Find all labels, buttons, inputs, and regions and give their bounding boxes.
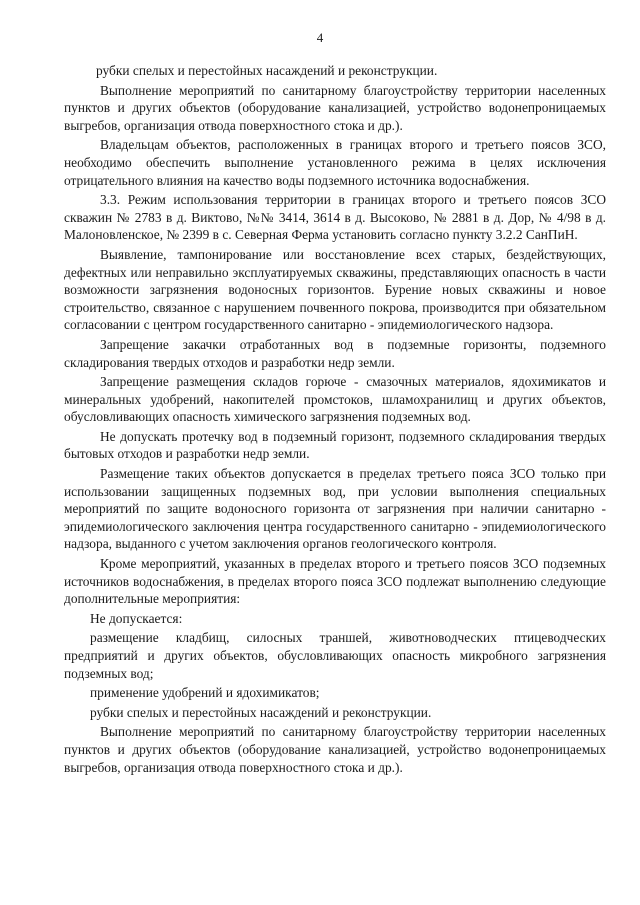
paragraph-storage-ban: Запрещение размещения складов горюче - смазочных материалов, ядохимикатов и минеральных удобрений, накопителей промстоков, шламохранилищ и других объектов, обусловливающих опасность химического загрязнения подземных вод. (64, 374, 606, 425)
list-item-cutting: рубки спелых и перестойных насаждений и реконструкции. (90, 704, 432, 720)
paragraph-wells-identification: Выявление, тампонирование или восстановление всех старых, бездействующих, дефектных или неправильно эксплуатируемых скважины, представляющих опасность в части возможности загрязнения водоносных горизонтов. Бурение новых скважины и новое строительство, связанное с нарушением почвенного покрова, производится при обязательном согласовании с центром государственного санитарно - эпидемиологического надзора. (64, 246, 606, 333)
page-number: 4 (316, 30, 324, 45)
paragraph-not-allowed-heading: Не допускается: (90, 610, 183, 626)
paragraph-section-3-3: 3.3. Режим использования территории в границах второго и третьего поясов ЗСО скважин № 2783 в д. Виктово, №№ 3414, 3614 в д. Высоково, № 2881 в д. Дор, № 4/98 в д. Малоновленское, № 2399 в с. Северная Ферма установить согласно пункту 3.2.2 СанПиН. (64, 192, 606, 243)
paragraph-sanitary-improvement-repeat: Выполнение мероприятий по санитарному благоустройству территории населенных пунктов и других объектов (оборудование канализацией, устройство водонепроницаемых выгребов, организация отвода поверхностного стока и др.). (64, 724, 606, 775)
list-item-fertilizers: применение удобрений и ядохимикатов; (90, 685, 320, 701)
paragraph-object-owners: Владельцам объектов, расположенных в границах второго и третьего поясов ЗСО, необходимо обеспечить выполнение установленного режима в целях исключения отрицательного влияния на качество воды подземного источника водоснабжения. (64, 137, 606, 188)
paragraph-cutting-continued: рубки спелых и перестойных насаждений и реконструкции. (96, 63, 438, 78)
document-body (64, 62, 606, 778)
paragraph-leakage-ban: Не допускать протечку вод в подземный горизонт, подземного складирования твердых бытовых отходов и разработки недр земли. (64, 428, 606, 462)
paragraph-second-belt-measures: Кроме мероприятий, указанных в пределах второго и третьего поясов ЗСО подземных источников водоснабжения, в пределах второго пояса ЗСО подлежат выполнению следующие дополнительные мероприятия: (64, 556, 606, 607)
list-item-cemeteries: размещение кладбищ, силосных траншей, животноводческих птицеводческих предприятий и других объектов, обусловливающих опасность микробного загрязнения подземных вод; (64, 630, 606, 681)
paragraph-third-belt-placement: Размещение таких объектов допускается в пределах третьего пояса ЗСО только при использовании защищенных подземных вод, при условии выполнения специальных мероприятий по защите водоносного горизонта от загрязнения при наличии санитарно - эпидемиологического заключения центра государственного санитарно - эпидемиологического надзора, выданного с учетом заключения органов геологического контроля. (64, 466, 606, 552)
paragraph-sanitary-improvement: Выполнение мероприятий по санитарному благоустройству территории населенных пунктов и других объектов (оборудование канализацией, устройство водонепроницаемых выгребов, организация отвода поверхностного стока и др.). (64, 82, 606, 133)
paragraph-injection-ban: Запрещение закачки отработанных вод в подземные горизонты, подземного складирования твердых отходов и разработки недр земли. (64, 336, 606, 370)
